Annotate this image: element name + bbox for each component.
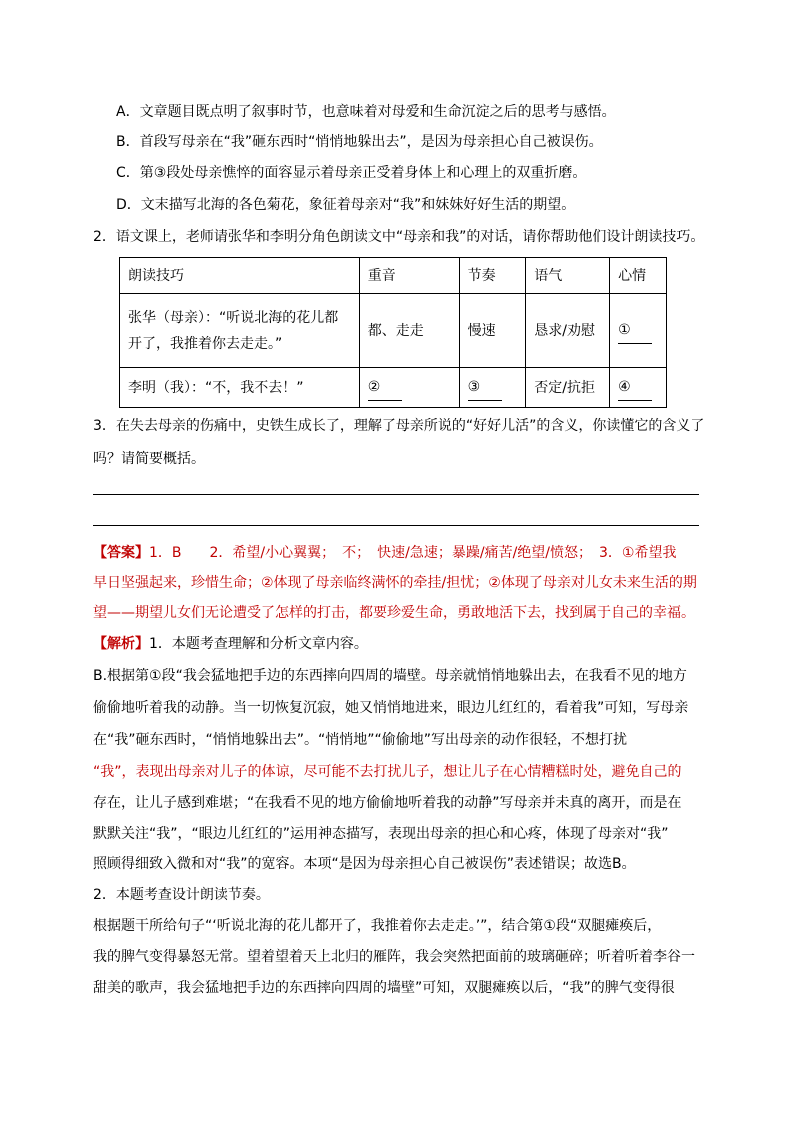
answer-tag: 【答案】 (93, 545, 149, 561)
role-liming: 李明（我）：“不，我不去！” (120, 368, 360, 408)
reading-technique-table (119, 257, 667, 408)
analysis-q2-line1: 根据题干所给句子“‘听说北海的花儿都开了，我推着你去走走。’”，结合第①段“双腿瘫痪后， (93, 918, 662, 934)
stress-blank-2 (359, 368, 459, 408)
rhythm-blank-3 (459, 368, 526, 408)
analysis-b-line1: B.根据第①段“我会猛地把手边的东西摔向四周的墙壁。母亲就悄悄地躲出去，在我看不见的地方 (93, 668, 687, 684)
option-b: B．首段写母亲在“我”砸东西时“悄悄地躲出去”，是因为母亲担心自己被误伤。 (116, 134, 603, 150)
blank-1: ① (618, 317, 652, 344)
blank-4: ④ (618, 374, 652, 401)
header-technique: 朗读技巧 (120, 258, 360, 294)
stress-cell: 都、走走 (359, 294, 459, 368)
role-zhanghua-line1: 张华（母亲）：“听说北海的花儿都 (128, 309, 339, 326)
answer-line-1 (93, 494, 699, 495)
question-3-line1: 3．在失去母亲的伤痛中，史铁生成长了，理解了母亲所说的“好好儿活”的含义，你读懂它的含义了 (93, 418, 705, 434)
table-header-row (120, 258, 667, 294)
table-row (120, 368, 667, 408)
analysis-q2-line2: 我的脾气变得暴怒无常。望着望着天上北归的雁阵，我会突然把面前的玻璃砸碎；听着听着李谷一 (93, 949, 695, 965)
answer-line-2 (93, 525, 699, 526)
blank-3: ③ (468, 374, 502, 401)
analysis-b-line6: 默默关注“我”，“眼边儿红红的”运用神态描写，表现出母亲的担心和心疼，体现了母亲对“我” (93, 826, 669, 842)
blank-2: ② (368, 374, 402, 401)
mood-blank-1 (610, 294, 667, 368)
header-mood: 心情 (610, 258, 667, 294)
question-2: 2．语文课上，老师请张华和李明分角色朗读文中“母亲和我”的对话，请你帮助他们设计朗读技巧。 (93, 229, 705, 245)
option-c: C．第③段处母亲憔悴的面容显示着母亲正受着身体上和心理上的双重折磨。 (116, 165, 587, 181)
analysis-b-line3: 在“我”砸东西时，“悄悄地躲出去”。“悄悄地”“偷偷地”写出母亲的动作很轻，不想打扰 (93, 732, 628, 748)
tone-cell: 恳求/劝慰 (526, 294, 610, 368)
answer-text-3: 望——期望儿女们无论遭受了怎样的打击，都要珍爱生命，勇敢地活下去，找到属于自己的幸福。 (93, 605, 695, 621)
analysis-q2-intro: 2．本题考查设计朗读节奏。 (93, 887, 270, 903)
role-zhanghua-line2: 开了，我推着你去走走。” (128, 335, 283, 352)
answer-line-1-text (93, 541, 676, 565)
analysis-b-line4: “我”，表现出母亲对儿子的体谅，尽可能不去打扰儿子，想让儿子在心情糟糕时处，避免自己的 (93, 764, 682, 780)
header-stress: 重音 (359, 258, 459, 294)
option-a: A．文章题目既点明了叙事时节，也意味着对母爱和生命沉淀之后的思考与感悟。 (116, 104, 616, 120)
analysis-b-line2: 偷偷地听着我的动静。当一切恢复沉寂，她又悄悄地进来，眼边儿红红的，看着我”可知，写母亲 (93, 700, 689, 716)
role-zhanghua (120, 294, 360, 368)
answer-text-2: 早日坚强起来，珍惜生命；②体现了母亲临终满怀的牵挂/担忧；②体现了母亲对儿女未来生活的期 (93, 575, 697, 591)
answer-text-1: 1．B 2．希望/小心翼翼； 不； 快速/急速；暴躁/痛苦/绝望/愤怒； 3．①希望我 (149, 545, 677, 561)
analysis-q2-line3: 甜美的歌声，我会猛地把手边的东西摔向四周的墙壁”可知，双腿瘫痪以后，“我”的脾气变得很 (93, 980, 675, 996)
tone-cell: 否定/抗拒 (526, 368, 610, 408)
analysis-intro: 1．本题考查理解和分析文章内容。 (149, 636, 368, 652)
header-rhythm: 节奏 (459, 258, 526, 294)
header-tone: 语气 (526, 258, 610, 294)
option-d: D．文末描写北海的各色菊花，象征着母亲对“我”和妹妹好好生活的期望。 (116, 197, 576, 213)
analysis-b-line7: 照顾得细致入微和对“我”的宽容。本项“是因为母亲担心自己被误伤”表述错误；故选B。 (93, 856, 636, 872)
analysis-b-line5: 存在，让儿子感到难堪；“在我看不见的地方偷偷地听着我的动静”写母亲并未真的离开，而是在 (93, 795, 682, 811)
mood-blank-4 (610, 368, 667, 408)
analysis-tag: 【解析】 (93, 636, 149, 652)
table-row (120, 294, 667, 368)
rhythm-cell: 慢速 (459, 294, 526, 368)
question-3-line2: 吗？请简要概括。 (93, 451, 205, 467)
analysis-intro-line (93, 632, 368, 656)
